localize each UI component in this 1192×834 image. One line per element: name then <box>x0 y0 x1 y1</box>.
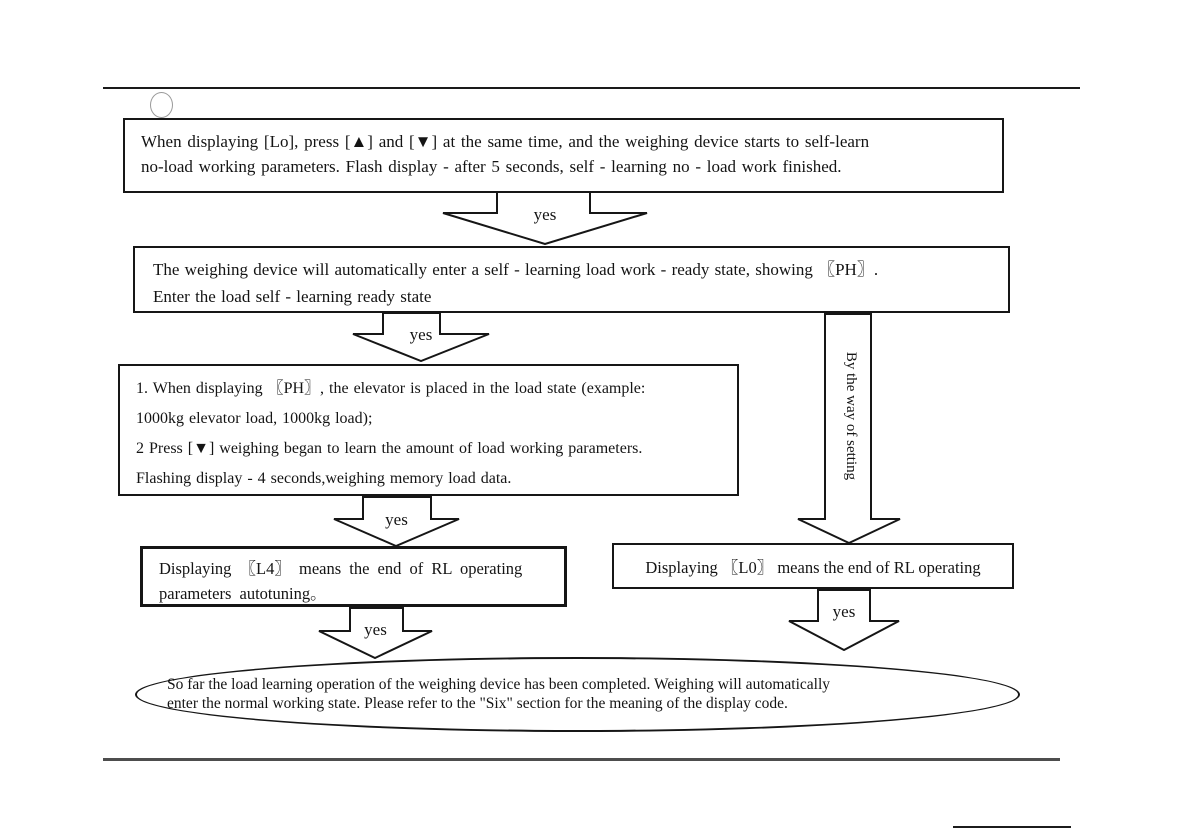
bottom-rule <box>103 758 1060 761</box>
footer-mark <box>953 826 1071 828</box>
step3-line1: 1. When displaying 〖PH〗, the elevator is placed in the load state (example: <box>136 380 646 397</box>
arrow2-yes-label: yes <box>409 325 433 344</box>
step2-line1: The weighing device will automatically enter a self - learning load work - ready state, showing 〖PH〗. <box>153 260 879 279</box>
arrow-down-3 <box>333 496 460 547</box>
arrow-down-4 <box>318 607 433 659</box>
step2-line2: Enter the load self - learning ready state <box>153 287 432 306</box>
result-line2: enter the normal working state. Please refer to the "Six" section for the meaning of the display code. <box>167 695 788 712</box>
side-arrow-label: By the way of setting <box>843 351 859 481</box>
step3-line2: 1000kg elevator load, 1000kg load); <box>136 410 373 427</box>
step2-box <box>133 246 1010 313</box>
arrow5-yes-label: yes <box>832 602 856 621</box>
step3-line3: 2 Press [▼] weighing began to learn the amount of load working parameters. <box>136 440 643 457</box>
arrow-down-1 <box>442 191 648 245</box>
step1-line2: no-load working parameters. Flash display - after 5 seconds, self - learning no - load work finished. <box>141 157 842 176</box>
step1-box <box>123 118 1004 193</box>
arrow4-yes-label: yes <box>364 620 387 639</box>
step5-l0-box <box>612 543 1014 589</box>
arrow-down-5 <box>788 589 900 651</box>
step4-l4-box <box>140 546 567 607</box>
step3-line4: Flashing display - 4 seconds,weighing memory load data. <box>136 470 512 487</box>
step5-line1: Displaying 〖L0〗 means the end of RL operating <box>645 558 981 577</box>
step4-line1: Displaying 〖L4〗 means the end of RL operating <box>159 559 523 578</box>
arrow3-yes-label: yes <box>385 510 408 529</box>
arrow1-yes-label: yes <box>533 205 557 224</box>
result-line1: So far the load learning operation of the weighing device has been completed. Weighing will automatically <box>167 676 831 693</box>
step3-box <box>118 364 739 496</box>
step1-line1: When displaying [Lo], press [▲] and [▼] at the same time, and the weighing device starts to self-learn <box>141 132 870 151</box>
decorative-circle <box>150 92 173 118</box>
step4-line2: parameters autotuning。 <box>159 584 327 603</box>
top-rule <box>103 87 1080 89</box>
result-ellipse <box>135 657 1020 732</box>
arrow-down-2 <box>352 312 490 362</box>
